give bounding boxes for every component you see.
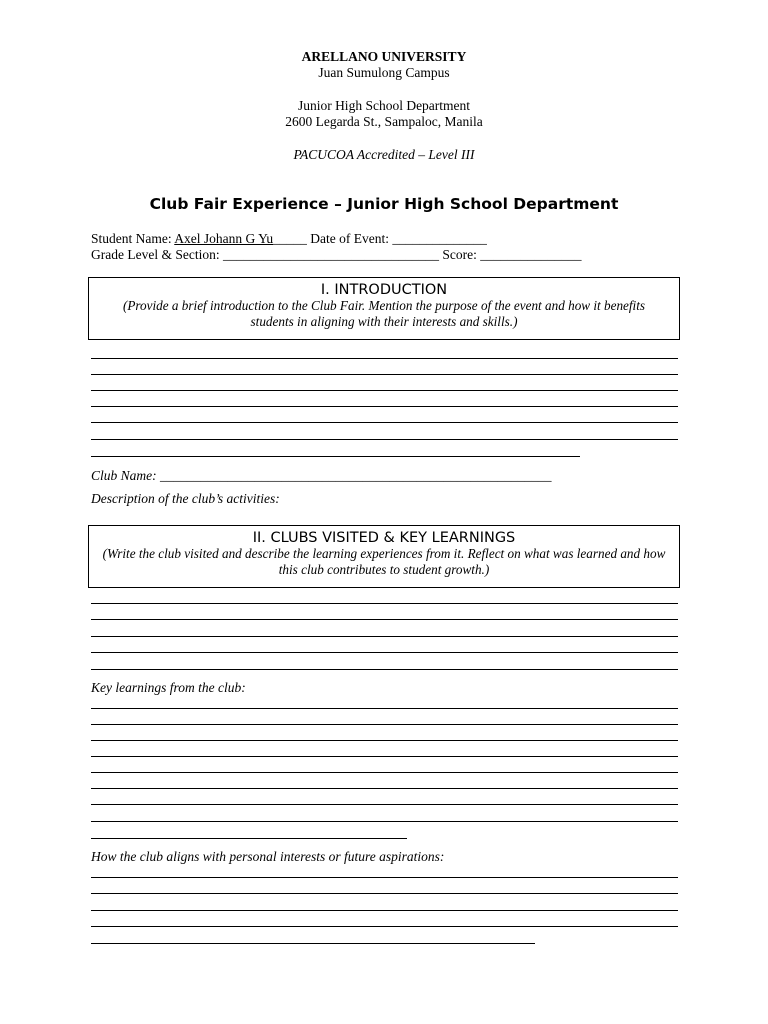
club-activities-label: Description of the club’s activities: — [91, 491, 280, 506]
answer-line[interactable] — [91, 439, 678, 440]
answer-line[interactable] — [91, 877, 678, 878]
answer-line[interactable] — [91, 669, 678, 670]
date-blank[interactable]: ______________ — [392, 231, 487, 246]
answer-line[interactable] — [91, 724, 678, 725]
university-name: ARELLANO UNIVERSITY — [301, 49, 467, 64]
answer-line[interactable] — [91, 422, 678, 423]
section-clubs-heading: II. CLUBS VISITED & KEY LEARNINGS — [252, 530, 516, 546]
answer-line[interactable] — [91, 603, 678, 604]
club-name-line — [91, 468, 552, 484]
section-introduction-box — [88, 277, 680, 340]
student-name-value[interactable]: Axel Johann G Yu — [174, 231, 274, 246]
section-clubs-box — [88, 525, 680, 588]
answer-line[interactable] — [91, 740, 678, 741]
score-blank[interactable]: _______________ — [480, 247, 582, 262]
document-title: Club Fair Experience – Junior High School Department — [149, 195, 619, 213]
answer-line[interactable] — [91, 652, 678, 653]
accreditation: PACUCOA Accredited – Level III — [293, 147, 475, 162]
answer-line[interactable] — [91, 910, 678, 911]
score-label: Score: — [438, 247, 481, 262]
answer-line[interactable] — [91, 358, 678, 359]
department-name: Junior High School Department — [297, 98, 471, 113]
answer-line[interactable] — [91, 456, 580, 457]
answer-line[interactable] — [91, 374, 678, 375]
answer-line[interactable] — [91, 406, 678, 407]
grade-label: Grade Level & Section: — [91, 247, 223, 262]
answer-line[interactable] — [91, 772, 678, 773]
answer-line[interactable] — [91, 756, 678, 757]
campus-name: Juan Sumulong Campus — [318, 65, 450, 80]
grade-blank[interactable]: ________________________________ — [222, 247, 439, 262]
answer-line[interactable] — [91, 390, 678, 391]
section-introduction-heading: I. INTRODUCTION — [320, 282, 448, 298]
answer-line[interactable] — [91, 893, 678, 894]
alignment-label: How the club aligns with personal interests or future aspirations: — [91, 849, 445, 864]
date-label: Date of Event: — [306, 231, 393, 246]
student-name-trail: _____ — [273, 231, 307, 246]
club-name-blank[interactable]: __________________________________________________________ — [160, 468, 552, 483]
answer-line[interactable] — [91, 926, 678, 927]
club-name-label: Club Name: — [91, 468, 160, 483]
answer-line[interactable] — [91, 788, 678, 789]
section-clubs-note: (Write the club visited and describe the learning experiences from it. Reflect on what was learned and how this club contributes to student growth.) — [102, 546, 666, 577]
address: 2600 Legarda St., Sampaloc, Manila — [285, 114, 483, 129]
student-name-label: Student Name: — [91, 231, 175, 246]
answer-line[interactable] — [91, 636, 678, 637]
answer-line[interactable] — [91, 804, 678, 805]
answer-line[interactable] — [91, 943, 535, 944]
answer-line[interactable] — [91, 708, 678, 709]
grade-info-line — [91, 247, 581, 263]
key-learnings-label: Key learnings from the club: — [91, 680, 246, 695]
student-info-line — [91, 231, 487, 247]
section-introduction-note: (Provide a brief introduction to the Club Fair. Mention the purpose of the event and how it benefits students in aligning with their interests and skills.) — [122, 298, 646, 329]
answer-line[interactable] — [91, 619, 678, 620]
answer-line[interactable] — [91, 838, 407, 839]
answer-line[interactable] — [91, 821, 678, 822]
